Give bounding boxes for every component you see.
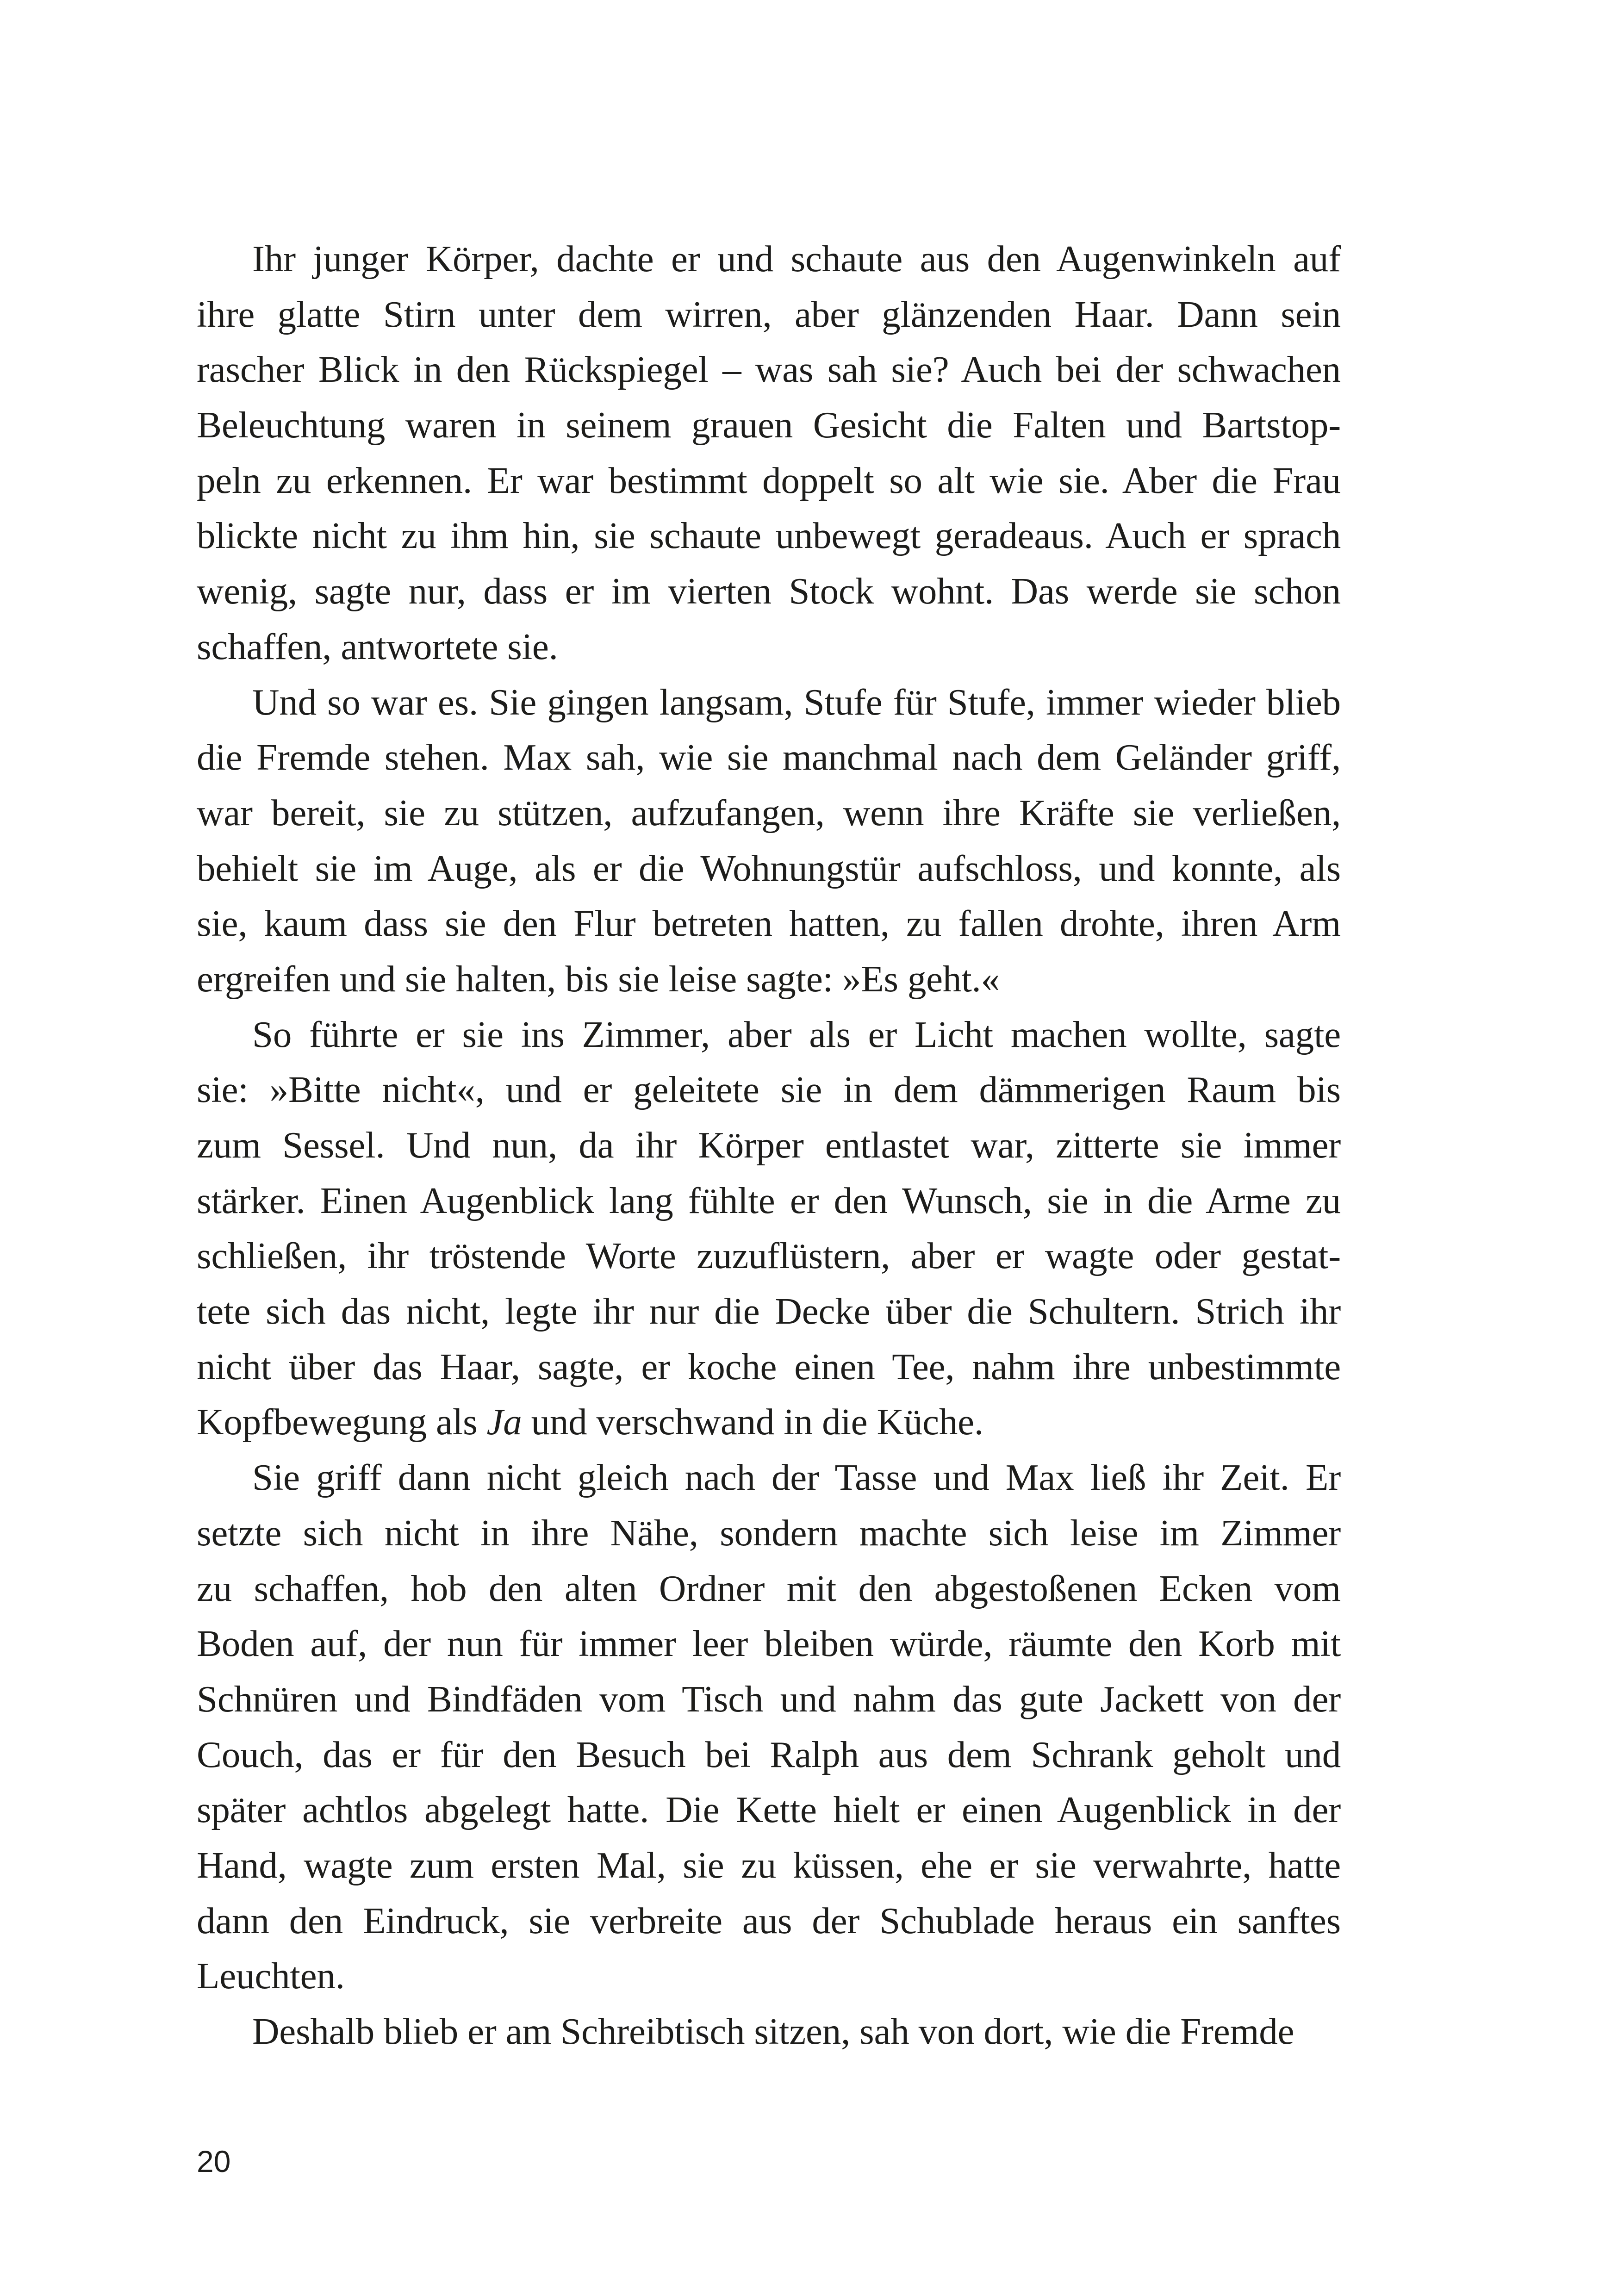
text-line: Und so war es. Sie gingen langsam, Stufe für Stufe, immer wieder blieb xyxy=(252,681,1341,723)
text-line: Deshalb blieb er am Schreibtisch sitzen, sah von dort, wie die Fremde xyxy=(252,2010,1294,2052)
text-line: Boden auf, der nun für immer leer bleiben würde, räumte den Korb mit xyxy=(197,1623,1341,1665)
text-line: Kopfbewegung als Ja und verschwand in die Küche. xyxy=(197,1401,983,1443)
text-line: behielt sie im Auge, als er die Wohnungstür aufschloss, und konnte, als xyxy=(197,847,1341,889)
text-line: zum Sessel. Und nun, da ihr Körper entlastet war, zitterte sie immer xyxy=(197,1124,1341,1166)
text-line: Ihr junger Körper, dachte er und schaute aus den Augenwinkeln auf xyxy=(252,238,1341,280)
text-line: ergreifen und sie halten, bis sie leise sagte: »Es geht.« xyxy=(197,958,1000,1000)
text-line: rascher Blick in den Rückspiegel – was sah sie? Auch bei der schwachen xyxy=(197,348,1341,391)
text-line: Schnüren und Bindfäden vom Tisch und nahm das gute Jackett von der xyxy=(197,1678,1341,1720)
text-line: tete sich das nicht, legte ihr nur die Decke über die Schultern. Strich ihr xyxy=(197,1290,1341,1332)
text-line: sie: »Bitte nicht«, und er geleitete sie in dem dämmerigen Raum bis xyxy=(197,1069,1341,1111)
text-line: ihre glatte Stirn unter dem wirren, aber glänzenden Haar. Dann sein xyxy=(197,293,1341,335)
text-line: zu schaffen, hob den alten Ordner mit den abgestoßenen Ecken vom xyxy=(197,1567,1341,1609)
body-text xyxy=(197,231,1341,2060)
text-line: setzte sich nicht in ihre Nähe, sondern machte sich leise im Zimmer xyxy=(197,1512,1341,1554)
text-line: später achtlos abgelegt hatte. Die Kette hielt er einen Augenblick in der xyxy=(197,1789,1341,1831)
text-line: Couch, das er für den Besuch bei Ralph aus dem Schrank geholt und xyxy=(197,1733,1341,1775)
text-line: wenig, sagte nur, dass er im vierten Stock wohnt. Das werde sie schon xyxy=(197,570,1341,612)
page-number: 20 xyxy=(197,2144,231,2178)
text-line: schaffen, antwortete sie. xyxy=(197,625,558,667)
text-line: war bereit, sie zu stützen, aufzufangen, wenn ihre Kräfte sie verließen, xyxy=(197,791,1341,834)
text-line: Hand, wagte zum ersten Mal, sie zu küssen, ehe er sie verwahrte, hatte xyxy=(197,1844,1341,1886)
text-line: Leuchten. xyxy=(197,1955,345,1997)
text-line: dann den Eindruck, sie verbreite aus der Schublade heraus ein sanftes xyxy=(197,1899,1341,1941)
text-line: So führte er sie ins Zimmer, aber als er Licht machen wollte, sagte xyxy=(252,1013,1341,1055)
text-line: Sie griff dann nicht gleich nach der Tasse und Max ließ ihr Zeit. Er xyxy=(252,1456,1341,1499)
text-line: Beleuchtung waren in seinem grauen Gesicht die Falten und Bartstop- xyxy=(197,404,1341,446)
text-line: schließen, ihr tröstende Worte zuzuflüstern, aber er wagte oder gestat- xyxy=(197,1235,1341,1277)
text-line: die Fremde stehen. Max sah, wie sie manchmal nach dem Geländer griff, xyxy=(197,736,1341,778)
text-line: blickte nicht zu ihm hin, sie schaute unbewegt geradeaus. Auch er sprach xyxy=(197,515,1341,557)
text-line: sie, kaum dass sie den Flur betreten hatten, zu fallen drohte, ihren Arm xyxy=(197,902,1341,945)
text-line: nicht über das Haar, sagte, er koche einen Tee, nahm ihre unbestimmte xyxy=(197,1345,1341,1388)
text-line: stärker. Einen Augenblick lang fühlte er den Wunsch, sie in die Arme zu xyxy=(197,1179,1341,1221)
text-line: peln zu erkennen. Er war bestimmt doppelt so alt wie sie. Aber die Frau xyxy=(197,459,1341,501)
